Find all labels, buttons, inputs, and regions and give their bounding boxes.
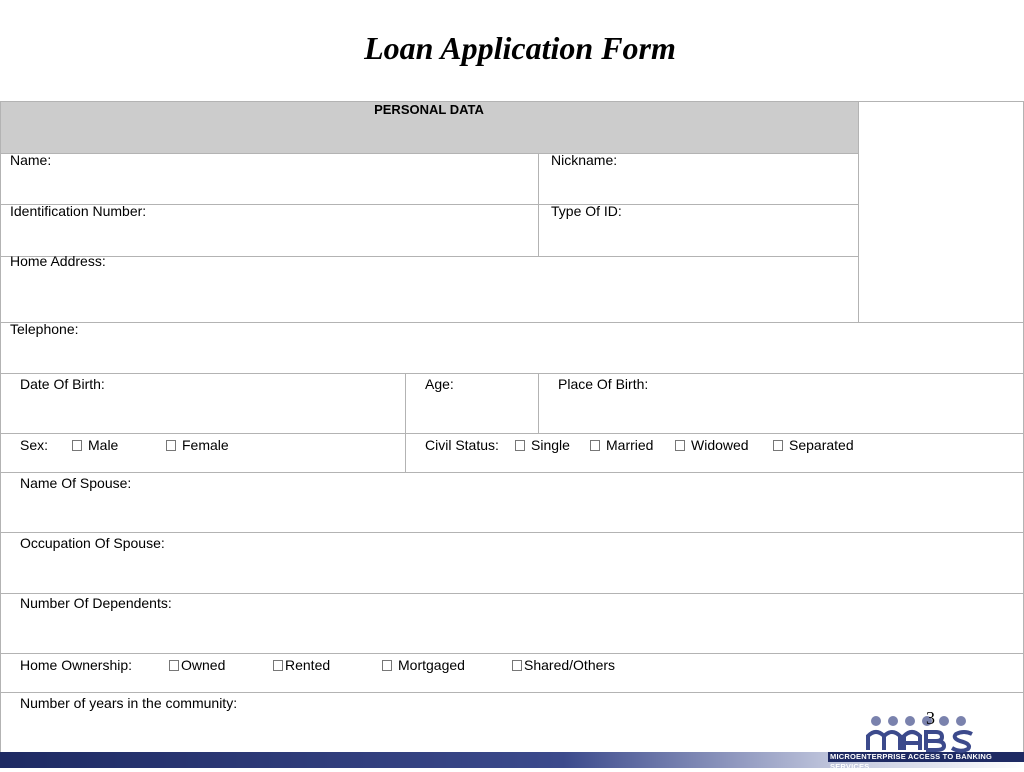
section-header: PERSONAL DATA: [374, 102, 484, 117]
home-address-label: Home Address:: [10, 253, 106, 269]
row-divider: [0, 653, 1024, 654]
section-header-bar: [0, 102, 858, 153]
page-number: 3: [926, 708, 935, 728]
sex-label: Sex:: [20, 437, 49, 453]
id-number-label: Identification Number:: [10, 203, 147, 219]
place-of-birth-label: Place Of Birth:: [558, 376, 649, 392]
sex-option-female[interactable]: Female: [166, 437, 229, 453]
telephone-label: Telephone:: [10, 321, 79, 337]
mabs-logo-icon: [864, 712, 980, 756]
row-divider: [0, 593, 1024, 594]
name-label: Name:: [10, 152, 52, 168]
checkbox-icon[interactable]: [512, 660, 522, 671]
spouse-occupation-label: Occupation Of Spouse:: [20, 535, 165, 551]
spouse-name-label: Name Of Spouse:: [20, 475, 132, 491]
footer-tagline: MICROENTERPRISE ACCESS TO BANKING SERVICES: [830, 752, 993, 771]
row-divider: [0, 433, 1024, 434]
civil-option-single[interactable]: Single: [515, 437, 570, 453]
row-divider: [0, 153, 858, 154]
civil-option-widowed[interactable]: Widowed: [675, 437, 749, 453]
civil-status-label: Civil Status:: [425, 437, 499, 453]
row-divider: [0, 322, 1024, 323]
home-ownership-label: Home Ownership:: [20, 657, 133, 673]
table-border-top: [0, 101, 1024, 102]
ownership-option-shared[interactable]: Shared/Others: [512, 657, 615, 673]
checkbox-icon[interactable]: [273, 660, 283, 671]
column-divider: [405, 373, 406, 472]
age-label: Age:: [425, 376, 454, 392]
row-divider: [0, 256, 858, 257]
checkbox-icon[interactable]: [515, 440, 525, 451]
checkbox-icon[interactable]: [72, 440, 82, 451]
nickname-label: Nickname:: [551, 152, 618, 168]
dob-label: Date Of Birth:: [20, 376, 105, 392]
form-title: Loan Application Form: [364, 30, 676, 66]
sex-option-male[interactable]: Male: [72, 437, 118, 453]
row-divider: [0, 692, 1024, 693]
dependents-label: Number Of Dependents:: [20, 595, 172, 611]
ownership-option-mortgaged[interactable]: Mortgaged: [382, 657, 465, 673]
table-border-left: [0, 101, 1, 753]
photo-box-divider: [858, 101, 859, 322]
years-in-community-label: Number of years in the community:: [20, 695, 238, 711]
row-divider: [0, 373, 1024, 374]
ownership-option-rented[interactable]: Rented: [273, 657, 330, 673]
ownership-option-owned[interactable]: Owned: [169, 657, 225, 673]
column-divider: [538, 373, 539, 433]
civil-option-married[interactable]: Married: [590, 437, 653, 453]
checkbox-icon[interactable]: [590, 440, 600, 451]
column-divider: [538, 153, 539, 256]
checkbox-icon[interactable]: [169, 660, 179, 671]
checkbox-icon[interactable]: [166, 440, 176, 451]
row-divider: [0, 532, 1024, 533]
civil-option-separated[interactable]: Separated: [773, 437, 854, 453]
checkbox-icon[interactable]: [773, 440, 783, 451]
id-type-label: Type Of ID:: [551, 203, 622, 219]
personal-data-table: [0, 101, 1024, 753]
checkbox-icon[interactable]: [382, 660, 392, 671]
row-divider: [0, 472, 1024, 473]
checkbox-icon[interactable]: [675, 440, 685, 451]
